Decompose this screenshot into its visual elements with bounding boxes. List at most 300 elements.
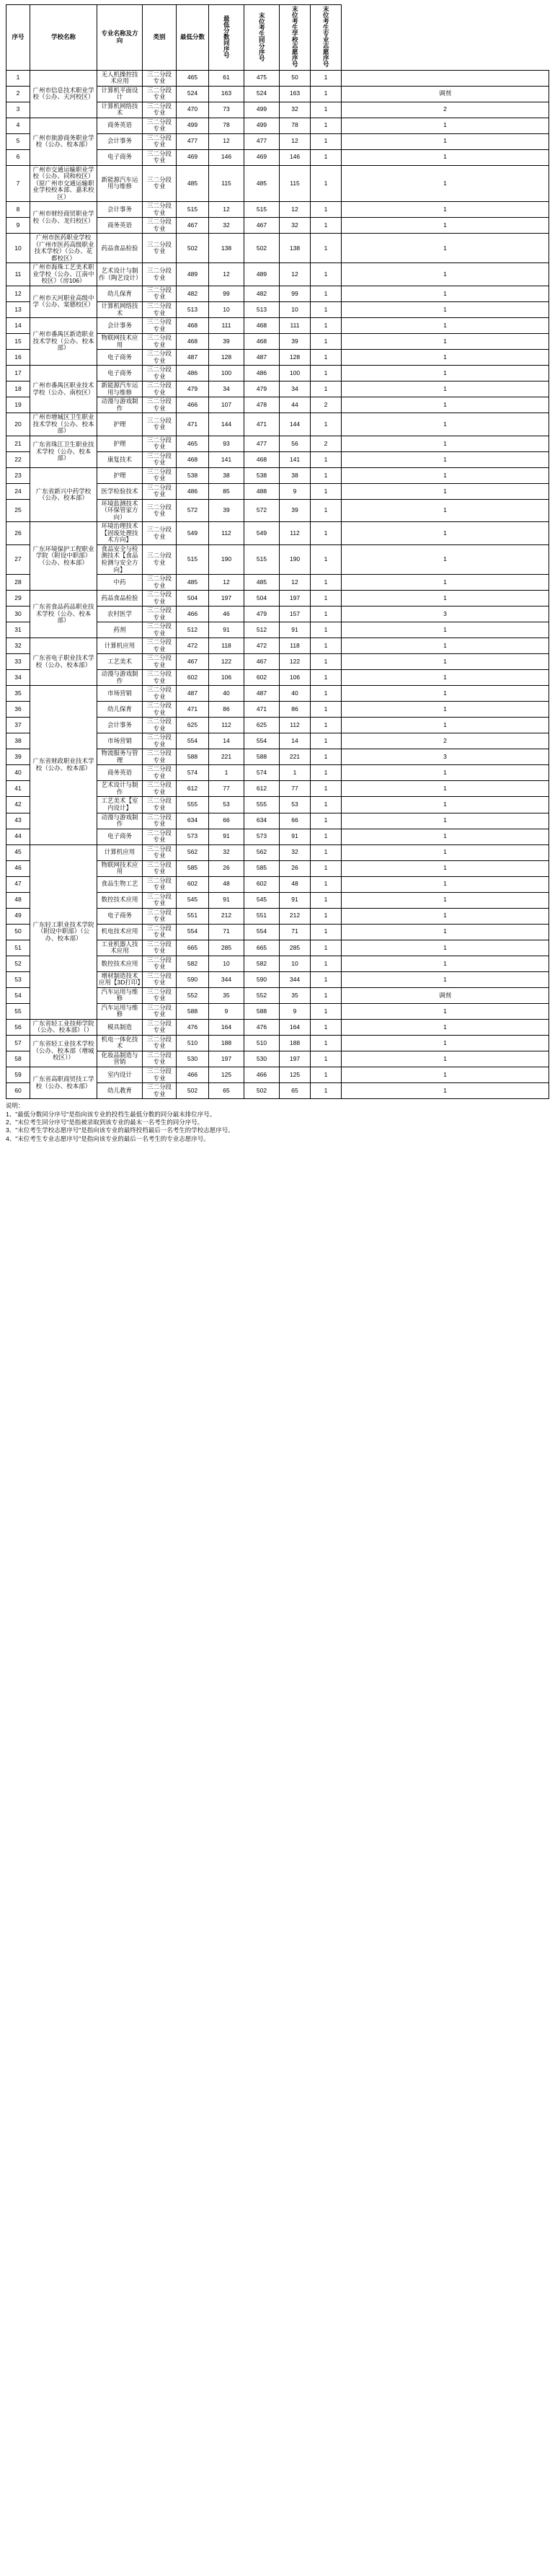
cell-score-rank: 38 [209,467,244,483]
cell-score-rank: 65 [209,1083,244,1099]
cell-major-volunteer: 1 [311,286,342,301]
cell-note: 1 [342,149,549,165]
cell-school-volunteer: 9 [280,483,311,499]
cell-note: 3 [342,606,549,622]
cell-score: 588 [177,749,209,765]
cell-school: 广东环境保护工程职业学院（附设中职部）（公办、校本部） [30,522,97,591]
cell-category: 三二分段专业 [143,86,177,102]
cell-school-volunteer: 32 [280,218,311,234]
cell-score: 538 [177,467,209,483]
cell-score-rank: 128 [209,350,244,366]
cell-major: 环境治理技术【固废处理技术方向】 [97,522,143,545]
cell-major: 电子商务 [97,149,143,165]
cell-major: 室内设计 [97,1067,143,1083]
cell-school-volunteer: 39 [280,499,311,522]
cell-note: 1 [342,940,549,956]
cell-school-volunteer: 112 [280,718,311,733]
cell-no: 9 [6,218,30,234]
cell-category: 三二分段专业 [143,908,177,924]
cell-category: 三二分段专业 [143,165,177,202]
cell-no: 25 [6,499,30,522]
cell-note: 1 [342,1003,549,1019]
cell-last-same-rank: 665 [244,940,280,956]
cell-school-volunteer: 197 [280,591,311,606]
col-header-major: 专业名称及方向 [97,5,143,71]
cell-last-same-rank: 487 [244,686,280,702]
cell-category: 三二分段专业 [143,987,177,1003]
table-row [6,591,549,606]
table-row [6,686,549,702]
cell-note: 1 [342,718,549,733]
cell-major-volunteer: 1 [311,149,342,165]
cell-major-volunteer: 1 [311,381,342,397]
cell-note: 1 [342,591,549,606]
cell-major-volunteer: 1 [311,70,342,86]
cell-note: 1 [342,544,549,574]
table-row [6,165,549,202]
cell-major: 无人机操控技术应用 [97,70,143,86]
cell-score: 476 [177,1019,209,1035]
cell-major-volunteer: 1 [311,860,342,876]
cell-no: 54 [6,987,30,1003]
cell-note: 1 [342,813,549,829]
cell-major-volunteer: 1 [311,202,342,218]
cell-school-volunteer: 71 [280,924,311,940]
cell-school-volunteer: 111 [280,318,311,334]
cell-last-same-rank: 552 [244,987,280,1003]
cell-major-volunteer: 1 [311,118,342,133]
cell-score: 467 [177,218,209,234]
cell-last-same-rank: 551 [244,908,280,924]
cell-category: 三二分段专业 [143,133,177,149]
table-header [6,5,549,71]
cell-major: 电子商务 [97,366,143,381]
cell-no: 49 [6,908,30,924]
cell-school: 广东省财政职业技术学校（公办、校本部） [30,686,97,844]
cell-last-same-rank: 472 [244,638,280,654]
cell-no: 7 [6,165,30,202]
table-row [6,844,549,860]
cell-note: 1 [342,1067,549,1083]
cell-school-volunteer: 32 [280,102,311,118]
cell-category: 三二分段专业 [143,102,177,118]
cell-score-rank: 190 [209,544,244,574]
cell-school-volunteer: 10 [280,301,311,317]
cell-score-rank: 163 [209,86,244,102]
col-header-score-rank: 最低分数同序号 [209,5,244,71]
cell-major: 艺术设计与制作（陶艺设计） [97,263,143,286]
cell-no: 37 [6,718,30,733]
cell-school: 广州市番禺区职业技术学校（公办、南校区） [30,366,97,413]
cell-school-volunteer: 91 [280,622,311,638]
cell-school-volunteer: 118 [280,638,311,654]
cell-note: 1 [342,499,549,522]
cell-no: 46 [6,860,30,876]
cell-last-same-rank: 499 [244,118,280,133]
cell-major-volunteer: 1 [311,413,342,436]
cell-note: 1 [342,397,549,413]
cell-score: 469 [177,149,209,165]
cell-last-same-rank: 545 [244,892,280,908]
cell-major: 化妆品制造与营销 [97,1051,143,1067]
cell-no: 51 [6,940,30,956]
cell-last-same-rank: 530 [244,1051,280,1067]
cell-score: 513 [177,301,209,317]
cell-no: 44 [6,829,30,844]
cell-no: 17 [6,366,30,381]
cell-note: 1 [342,366,549,381]
cell-last-same-rank: 538 [244,467,280,483]
cell-no: 4 [6,118,30,133]
cell-score-rank: 61 [209,70,244,86]
cell-no: 38 [6,733,30,749]
cell-score: 466 [177,606,209,622]
cell-score-rank: 164 [209,1019,244,1035]
cell-school-volunteer: 56 [280,436,311,451]
cell-major-volunteer: 1 [311,876,342,892]
cell-last-same-rank: 471 [244,413,280,436]
cell-score: 634 [177,813,209,829]
cell-category: 三二分段专业 [143,733,177,749]
cell-score: 470 [177,102,209,118]
cell-category: 三二分段专业 [143,971,177,987]
cell-major-volunteer: 1 [311,749,342,765]
cell-category: 三二分段专业 [143,366,177,381]
cell-score: 502 [177,1083,209,1099]
cell-last-same-rank: 625 [244,718,280,733]
cell-score: 602 [177,876,209,892]
cell-major: 会计事务 [97,133,143,149]
cell-no: 40 [6,765,30,781]
cell-score: 562 [177,844,209,860]
cell-major-volunteer: 1 [311,591,342,606]
table-row [6,234,549,263]
cell-major: 电子商务 [97,829,143,844]
cell-score-rank: 107 [209,397,244,413]
table-row [6,366,549,381]
cell-category: 三二分段专业 [143,924,177,940]
cell-score: 585 [177,860,209,876]
cell-major: 艺术设计与制作 [97,781,143,797]
cell-last-same-rank: 468 [244,451,280,467]
cell-school: 广东省珠江卫生职业技术学校（公办、校本部） [30,436,97,467]
cell-note: 1 [342,797,549,813]
cell-note: 1 [342,234,549,263]
cell-no: 12 [6,286,30,301]
cell-major: 动漫与游戏制作 [97,813,143,829]
cell-note: 1 [342,165,549,202]
cell-school-volunteer: 128 [280,350,311,366]
cell-score-rank: 73 [209,102,244,118]
cell-no: 50 [6,924,30,940]
cell-no: 1 [6,70,30,86]
cell-score: 482 [177,286,209,301]
cell-no: 3 [6,102,30,118]
cell-school-volunteer: 221 [280,749,311,765]
cell-school-volunteer: 12 [280,202,311,218]
cell-no: 28 [6,575,30,591]
cell-score-rank: 91 [209,892,244,908]
cell-last-same-rank: 489 [244,263,280,286]
cell-no: 55 [6,1003,30,1019]
cell-category: 三二分段专业 [143,234,177,263]
cell-score: 465 [177,70,209,86]
cell-score: 479 [177,381,209,397]
cell-score: 499 [177,118,209,133]
cell-score-rank: 197 [209,1051,244,1067]
cell-category: 三二分段专业 [143,334,177,350]
cell-score: 468 [177,451,209,467]
cell-last-same-rank: 602 [244,670,280,686]
table-row [6,467,549,483]
cell-category: 三二分段专业 [143,522,177,545]
cell-category: 三二分段专业 [143,813,177,829]
cell-category: 三二分段专业 [143,940,177,956]
cell-no: 56 [6,1019,30,1035]
cell-note: 1 [342,781,549,797]
cell-category: 三二分段专业 [143,892,177,908]
cell-last-same-rank: 502 [244,234,280,263]
cell-major: 环境监测技术（环保管家方向） [97,499,143,522]
cell-major: 数控技术应用 [97,956,143,971]
cell-school-volunteer: 50 [280,70,311,86]
cell-no: 8 [6,202,30,218]
cell-major-volunteer: 1 [311,829,342,844]
cell-note: 调剂 [342,86,549,102]
table-row [6,522,549,545]
cell-major: 幼儿保育 [97,702,143,718]
cell-school-volunteer: 141 [280,451,311,467]
cell-school: 广州市天河职业高级中学（公办、棠德校区） [30,286,97,317]
cell-score-rank: 91 [209,622,244,638]
cell-note: 1 [342,301,549,317]
cell-major: 药品食品检验 [97,234,143,263]
cell-major: 增材制造技术应用【3D打印】 [97,971,143,987]
cell-category: 三二分段专业 [143,797,177,813]
cell-score: 625 [177,718,209,733]
cell-no: 39 [6,749,30,765]
cell-last-same-rank: 477 [244,436,280,451]
cell-score: 572 [177,499,209,522]
cell-major: 康复技术 [97,451,143,467]
cell-major: 会计事务 [97,202,143,218]
cell-last-same-rank: 585 [244,860,280,876]
cell-no: 29 [6,591,30,606]
cell-major-volunteer: 2 [311,436,342,451]
cell-last-same-rank: 467 [244,654,280,670]
col-header-category: 类别 [143,5,177,71]
cell-category: 三二分段专业 [143,860,177,876]
cell-school: 广东省高职商贸技工学校（公办、校本部） [30,1067,97,1099]
note-line: 4、"末位考生专业志愿序号"是指向该专业的最后一名考生的专业志愿序号。 [6,1134,210,1142]
cell-school-volunteer: 12 [280,263,311,286]
cell-major: 计算机平面设计 [97,86,143,102]
cell-no: 58 [6,1051,30,1067]
notes-title: 说明： [6,1102,25,1110]
cell-category: 三二分段专业 [143,301,177,317]
cell-school-volunteer: 122 [280,654,311,670]
cell-note: 1 [342,381,549,397]
cell-major: 计算机应用 [97,638,143,654]
cell-note: 1 [342,451,549,467]
cell-school-volunteer: 344 [280,971,311,987]
cell-no: 22 [6,451,30,467]
cell-school-volunteer: 106 [280,670,311,686]
cell-school-volunteer: 112 [280,522,311,545]
cell-last-same-rank: 466 [244,1067,280,1083]
cell-category: 三二分段专业 [143,263,177,286]
cell-score: 602 [177,670,209,686]
cell-major-volunteer: 1 [311,1019,342,1035]
cell-major: 护理 [97,436,143,451]
cell-no: 15 [6,334,30,350]
cell-category: 三二分段专业 [143,436,177,451]
cell-category: 三二分段专业 [143,70,177,86]
cell-category: 三二分段专业 [143,702,177,718]
cell-note: 1 [342,622,549,638]
cell-major-volunteer: 1 [311,218,342,234]
cell-score-rank: 12 [209,263,244,286]
cell-note: 1 [342,670,549,686]
cell-category: 三二分段专业 [143,218,177,234]
cell-major: 市场营销 [97,686,143,702]
cell-no: 13 [6,301,30,317]
cell-last-same-rank: 515 [244,544,280,574]
cell-score: 552 [177,987,209,1003]
table-row [6,118,549,133]
cell-note: 1 [342,263,549,286]
cell-school: 广州市番禺区新造职业技术学校（公办、校本部） [30,318,97,366]
cell-no: 33 [6,654,30,670]
cell-category: 三二分段专业 [143,467,177,483]
cell-score-rank: 91 [209,829,244,844]
cell-note: 1 [342,686,549,702]
cell-school-volunteer: 26 [280,860,311,876]
cell-major-volunteer: 1 [311,1083,342,1099]
table-row [6,638,549,654]
cell-major: 机电一体化技术 [97,1035,143,1051]
cell-score: 512 [177,622,209,638]
cell-school: 广州市交通运输职业学校（公办、同和校区）（原广州市交通运输职业学校校本部、嘉禾校区） [30,165,97,202]
cell-major-volunteer: 1 [311,334,342,350]
cell-school-volunteer: 190 [280,544,311,574]
cell-school: 广州市医药职业学校（广州市医药高级职业技术学校）（公办、花都校区） [30,234,97,263]
cell-major: 动漫与游戏制作 [97,397,143,413]
cell-note: 1 [342,318,549,334]
cell-school-volunteer: 163 [280,86,311,102]
cell-no: 27 [6,544,30,574]
cell-no: 32 [6,638,30,654]
cell-category: 三二分段专业 [143,1003,177,1019]
cell-major-volunteer: 2 [311,397,342,413]
cell-no: 21 [6,436,30,451]
cell-last-same-rank: 549 [244,522,280,545]
cell-major-volunteer: 1 [311,1003,342,1019]
cell-no: 35 [6,686,30,702]
cell-category: 三二分段专业 [143,286,177,301]
cell-category: 三二分段专业 [143,149,177,165]
cell-note: 1 [342,350,549,366]
cell-major-volunteer: 1 [311,733,342,749]
cell-note: 1 [342,483,549,499]
col-header-last-rank: 末位考生同分序号 [244,5,280,71]
cell-school: 广州市财经商贸职业学校（公办、龙归校区） [30,202,97,234]
cell-major: 幼儿教育 [97,1083,143,1099]
cell-score: 530 [177,1051,209,1067]
cell-major: 会计事务 [97,718,143,733]
cell-major-volunteer: 1 [311,544,342,574]
cell-last-same-rank: 476 [244,1019,280,1035]
cell-major-volunteer: 1 [311,606,342,622]
cell-score-rank: 112 [209,522,244,545]
cell-last-same-rank: 488 [244,483,280,499]
cell-note: 1 [342,436,549,451]
cell-school-volunteer: 35 [280,987,311,1003]
cell-last-same-rank: 562 [244,844,280,860]
cell-note [342,70,549,86]
cell-last-same-rank: 588 [244,1003,280,1019]
cell-major: 商务英语 [97,765,143,781]
cell-score: 467 [177,654,209,670]
cell-note: 1 [342,334,549,350]
cell-note: 1 [342,654,549,670]
cell-school: 广州市增城区卫生职业技术学校（公办、校本部） [30,413,97,436]
cell-major-volunteer: 1 [311,467,342,483]
cell-score: 465 [177,436,209,451]
admission-score-table [6,4,549,1099]
cell-major-volunteer: 1 [311,908,342,924]
cell-score: 504 [177,591,209,606]
cell-school-volunteer: 91 [280,892,311,908]
cell-school: 广东省轻工业技师学院（公办、校本部）（） [30,1019,97,1035]
cell-no: 41 [6,781,30,797]
cell-score-rank: 197 [209,591,244,606]
cell-no: 20 [6,413,30,436]
cell-school-volunteer: 12 [280,575,311,591]
cell-score: 588 [177,1003,209,1019]
cell-note: 1 [342,1035,549,1051]
cell-category: 三二分段专业 [143,483,177,499]
cell-school-volunteer: 32 [280,844,311,860]
cell-score-rank: 40 [209,686,244,702]
cell-no: 23 [6,467,30,483]
cell-score-rank: 221 [209,749,244,765]
cell-score: 515 [177,544,209,574]
cell-score: 555 [177,797,209,813]
cell-category: 三二分段专业 [143,1067,177,1083]
cell-school-volunteer: 65 [280,1083,311,1099]
cell-score: 472 [177,638,209,654]
cell-major: 工业机器人技术应用 [97,940,143,956]
cell-score-rank: 141 [209,451,244,467]
col-header-school: 学校名称 [30,5,97,71]
cell-score-rank: 35 [209,987,244,1003]
cell-school-volunteer: 164 [280,1019,311,1035]
cell-major-volunteer: 1 [311,765,342,781]
cell-category: 三二分段专业 [143,381,177,397]
cell-last-same-rank: 467 [244,218,280,234]
cell-major-volunteer: 1 [311,133,342,149]
cell-major: 中药 [97,575,143,591]
cell-score: 489 [177,263,209,286]
cell-score: 554 [177,733,209,749]
cell-note: 1 [342,522,549,545]
cell-score-rank: 12 [209,575,244,591]
cell-score-rank: 39 [209,499,244,522]
cell-score: 468 [177,334,209,350]
cell-score-rank: 118 [209,638,244,654]
cell-note: 1 [342,202,549,218]
